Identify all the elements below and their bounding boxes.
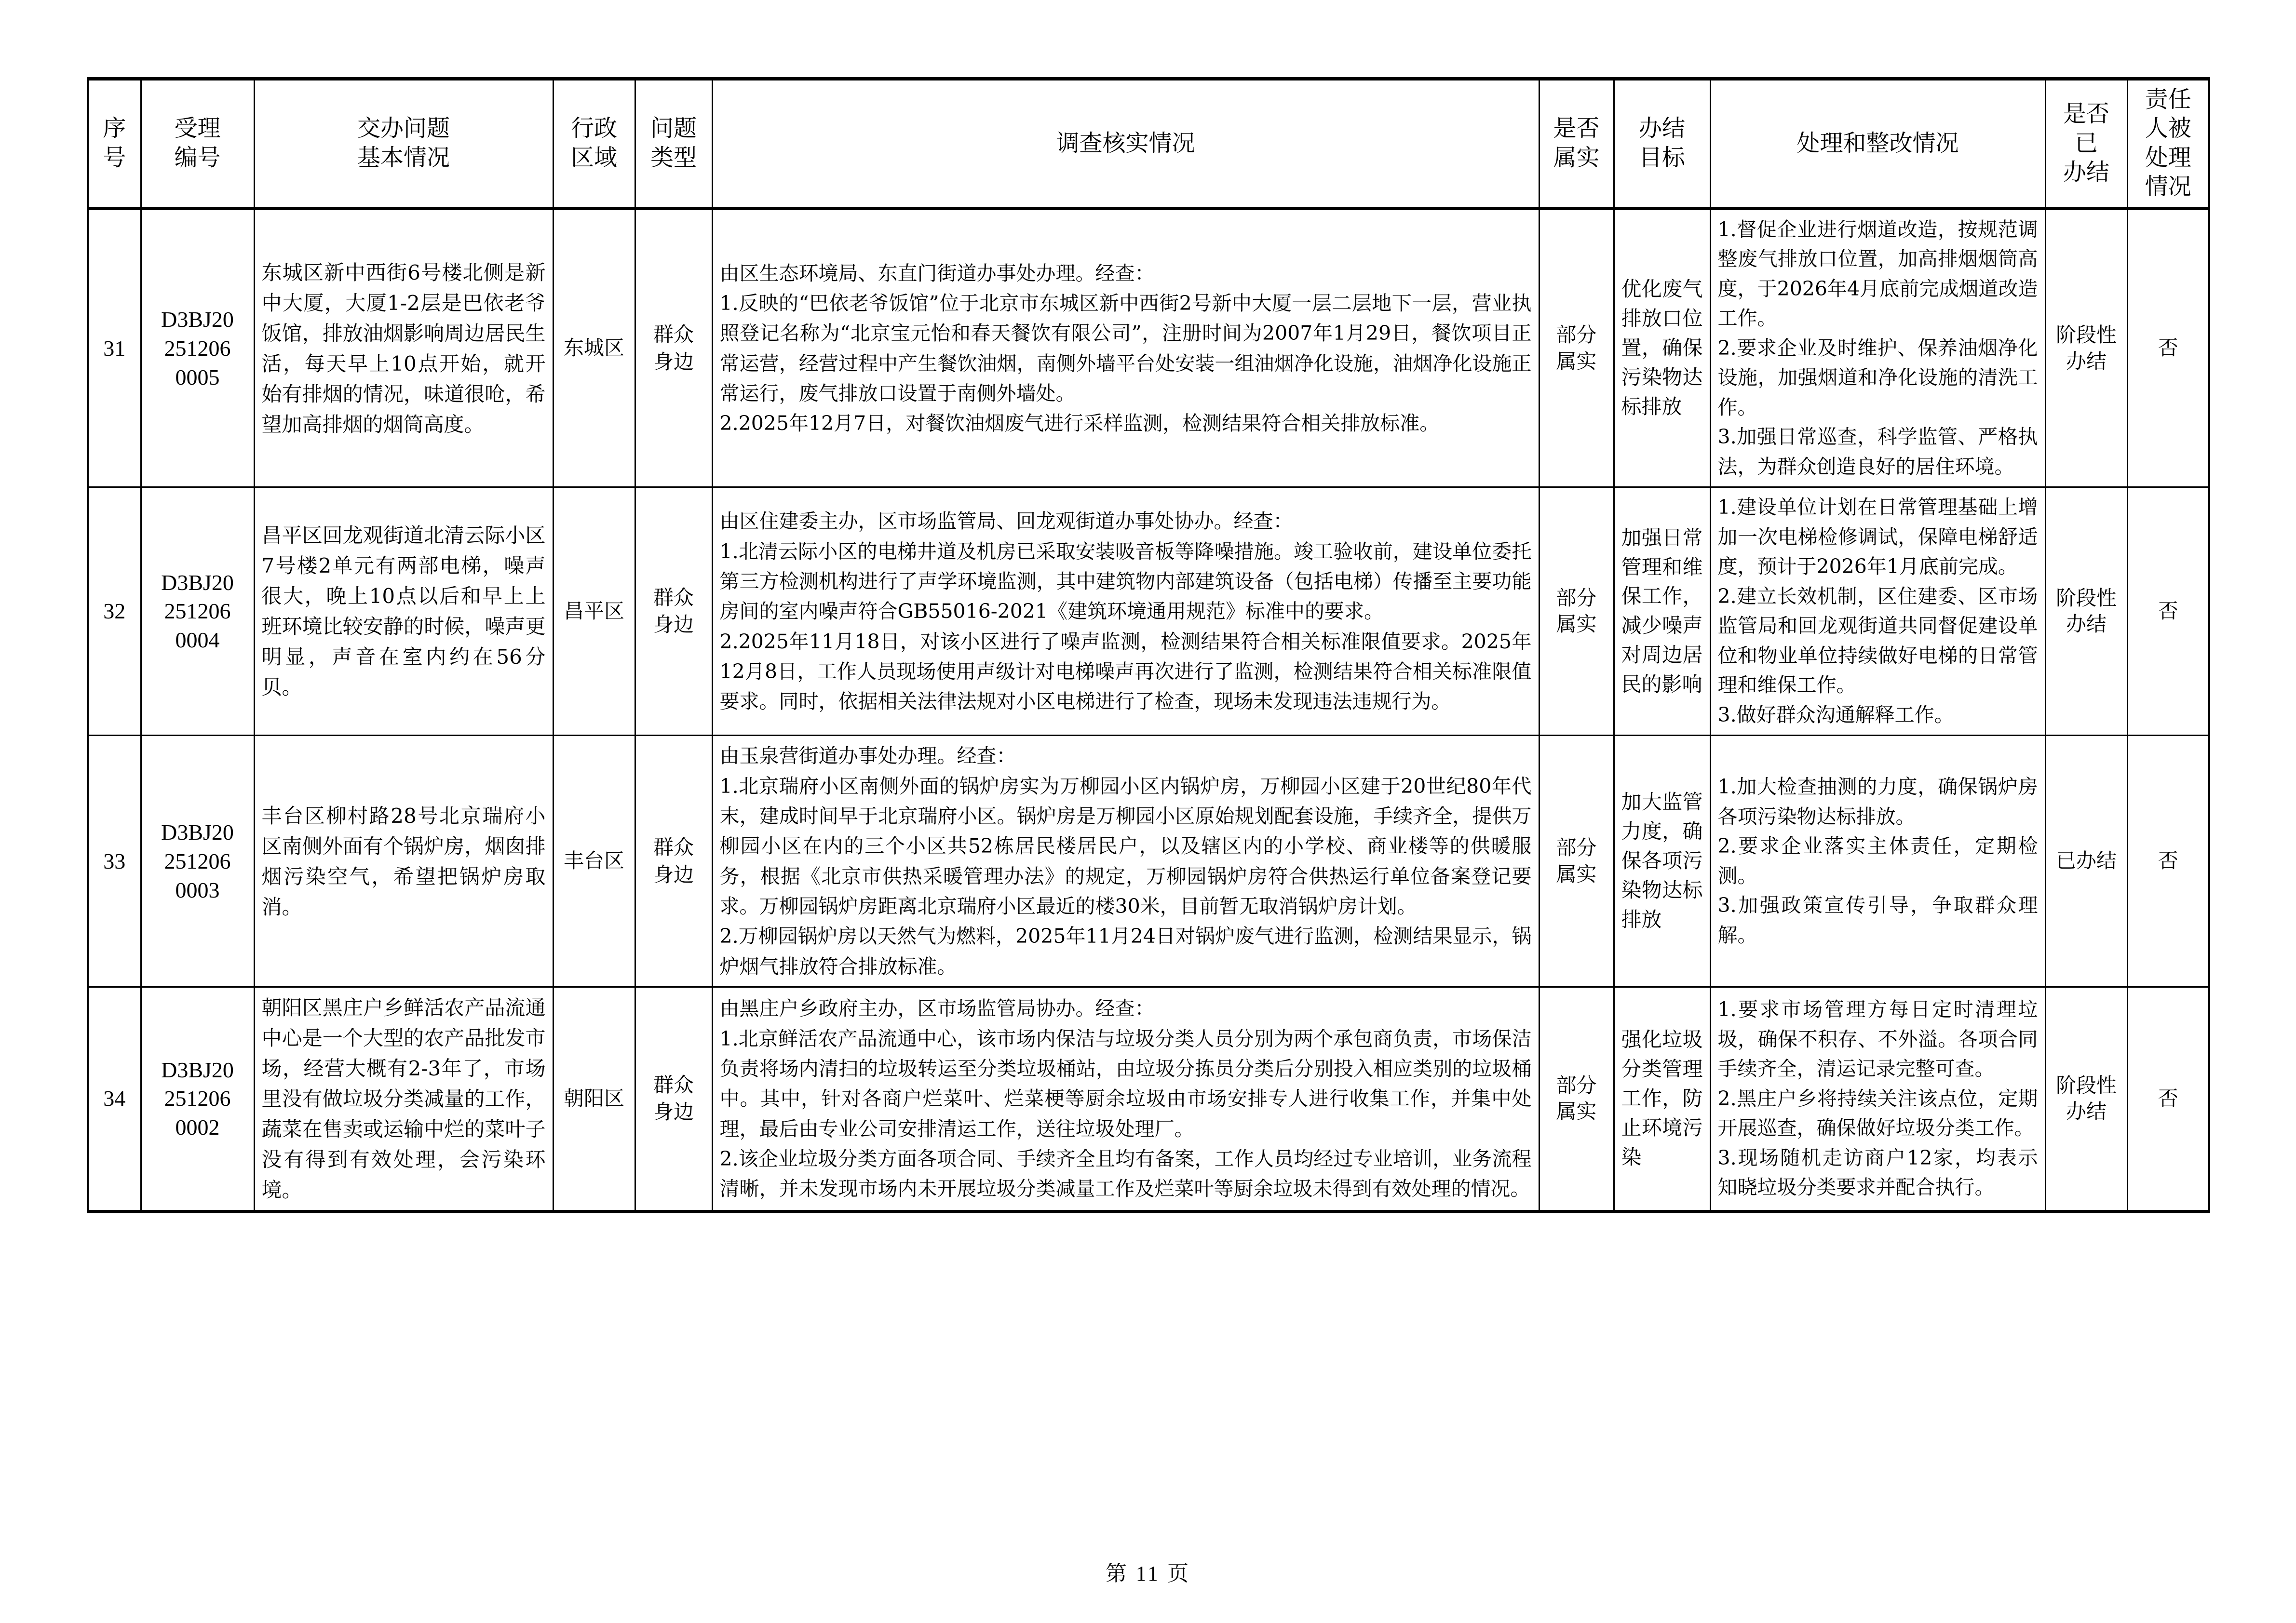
- text-line: 由玉泉营街道办事处办理。经查：: [719, 744, 1016, 768]
- report-table-container: [87, 77, 2208, 1213]
- text-line: 2.2025年11月18日，对该小区进行了噪声监测，检测结果符合相关标准限值要求。2025年12月8日，工作人员现场使用声级计对电梯噪声再次进行了监测，检测结果符合相关标准限值要求。同时，依据相关法律法规对小区电梯进行了检查，现场未发现违法违规行为。: [719, 630, 1532, 713]
- text-line: 否: [2158, 849, 2178, 873]
- text-line: D3BJ20: [161, 1057, 234, 1082]
- cell-responsible-person: [2127, 987, 2209, 1211]
- text-line: 身边: [653, 613, 694, 637]
- text-line: D3BJ20: [161, 570, 234, 595]
- column-header-responsible-person: 责任人被 处理情况: [2127, 79, 2209, 209]
- text-line: 由黑庄户乡政府主办，区市场监管局协办。经查：: [719, 997, 1155, 1020]
- text-line: 3.做好群众沟通解释工作。: [1717, 703, 1954, 726]
- text-line: 朝阳区黑庄户乡鲜活农产品流通中心是一个大型的农产品批发市场，经营大概有2-3年了，市场里没有做垃圾分类减量的工作，蔬菜在售卖或运输中烂的菜叶子没有得到有效处理，会污染环境。: [261, 995, 546, 1202]
- cell-accept-code: [141, 987, 254, 1211]
- text-line: 部分: [1556, 586, 1597, 610]
- text-line: 群众: [653, 585, 694, 609]
- text-line: 1.反映的“巴依老爷饭馆”位于北京市东城区新中西街2号新中大厦一层二层地下一层，营业执照登记名称为“北京宝元怡和春天餐饮有限公司”，注册时间为2007年1月29日，餐饮项目正常运营，经营过程中产生餐饮油烟，南侧外墙平台处安装一组油烟净化设施，油烟净化设施正常运行，废气排放口设置于南侧外墙处。: [719, 292, 1532, 405]
- text-line: D3BJ20: [161, 307, 234, 332]
- table-body: [88, 208, 2209, 1211]
- cell-completion-goal: [1614, 208, 1710, 487]
- cell-is-true: [1539, 208, 1614, 487]
- text-line: 否: [2158, 1086, 2178, 1111]
- cell-is-completed: [2045, 736, 2127, 987]
- cell-handling-rectification: [1710, 736, 2045, 987]
- text-line: 已办结: [2055, 849, 2117, 873]
- text-line: 东城区新中西街6号楼北侧是新中大厦，大厦1-2层是巴依老爷饭馆，排放油烟影响周边居民生活，每天早上10点开始，就开始有排烟的情况，味道很呛，希望加高排烟的烟筒高度。: [261, 260, 546, 436]
- text-line: 32: [103, 599, 126, 624]
- cell-investigation: [712, 736, 1539, 987]
- text-line: 属实: [1556, 862, 1597, 886]
- text-line: 1.要求市场管理方每日定时清理垃圾，确保不积存、不外溢。各项合同手续齐全，清运记录完整可查。: [1717, 998, 2038, 1081]
- cell-handling-rectification: [1710, 208, 2045, 487]
- cell-problem-type: [635, 736, 712, 987]
- cell-basic-situation: [254, 987, 553, 1211]
- text-line: 1.北京瑞府小区南侧外面的锅炉房实为万柳园小区内锅炉房，万柳园小区建于20世纪80年代末，建成时间早于北京瑞府小区。锅炉房是万柳园小区原始规划配套设施，手续齐全，提供万柳园小区在内的三个小区共52栋居民楼居民户，以及辖区内的小学校、商业楼等的供暖服务，根据《北京市供热采暖管理办法》的规定，万柳园锅炉房符合供热运行单位备案登记要求。万柳园锅炉房距离北京瑞府小区最近的楼30米，目前暂无取消锅炉房计划。: [719, 774, 1532, 918]
- text-line: 属实: [1556, 349, 1597, 373]
- cell-basic-situation: [254, 736, 553, 987]
- cell-accept-code: [141, 487, 254, 736]
- text-line: 阶段性: [2055, 323, 2117, 347]
- column-header-investigation: 调查核实情况: [712, 79, 1539, 209]
- text-line: 办结: [2066, 349, 2107, 373]
- text-line: 优化废气排放口位置，确保污染物达标排放: [1621, 277, 1703, 418]
- column-header-accept-code: 受理 编号: [141, 79, 254, 209]
- text-line: 2.该企业垃圾分类方面各项合同、手续齐全且均有备案，工作人员均经过专业培训，业务流程清晰，并未发现市场内未开展垃圾分类减量工作及烂菜叶等厨余垃圾未得到有效处理的情况。: [719, 1147, 1532, 1201]
- cell-is-true: [1539, 487, 1614, 736]
- cell-investigation: [712, 487, 1539, 736]
- column-header-seq: 序号: [88, 79, 141, 209]
- cell-sequence-number: [88, 736, 141, 987]
- table-row: [88, 487, 2209, 736]
- text-line: 属实: [1556, 1100, 1597, 1124]
- text-line: 由区生态环境局、东直门街道办事处办理。经查：: [719, 261, 1155, 285]
- cell-sequence-number: [88, 987, 141, 1211]
- cell-completion-goal: [1614, 987, 1710, 1211]
- text-line: 办结: [2066, 1100, 2107, 1124]
- text-line: 部分: [1556, 1073, 1597, 1097]
- text-line: D3BJ20: [161, 819, 234, 845]
- cell-region: [553, 487, 635, 736]
- column-header-problem-type: 问题 类型: [635, 79, 712, 209]
- cell-investigation: [712, 987, 1539, 1211]
- cell-handling-rectification: [1710, 987, 2045, 1211]
- cell-basic-situation: [254, 208, 553, 487]
- text-line: 丰台区: [563, 849, 624, 873]
- text-line: 34: [103, 1086, 126, 1111]
- text-line: 0002: [175, 1115, 220, 1140]
- text-line: 群众: [653, 322, 694, 346]
- text-line: 群众: [653, 1073, 694, 1097]
- text-line: 251206: [164, 599, 231, 624]
- text-line: 0004: [175, 628, 220, 653]
- text-line: 否: [2158, 336, 2178, 360]
- cell-is-completed: [2045, 208, 2127, 487]
- text-line: 1.督促企业进行烟道改造，按规范调整废气排放口位置，加高排烟烟筒高度，于2026年4月底前完成烟道改造工作。: [1717, 217, 2038, 330]
- text-line: 251206: [164, 335, 231, 361]
- cell-sequence-number: [88, 487, 141, 736]
- cell-responsible-person: [2127, 208, 2209, 487]
- table-row: [88, 208, 2209, 487]
- text-line: 1.加大检查抽测的力度，确保锅炉房各项污染物达标排放。: [1717, 775, 2038, 828]
- text-line: 0003: [175, 877, 220, 902]
- cell-investigation: [712, 208, 1539, 487]
- text-line: 身边: [653, 1100, 694, 1124]
- text-line: 加强日常管理和维保工作，减少噪声对周边居民的影响: [1621, 525, 1703, 697]
- text-line: 251206: [164, 1086, 231, 1111]
- text-line: 1.建设单位计划在日常管理基础上增加一次电梯检修调试，保障电梯舒适度，预计于2026年1月底前完成。: [1717, 496, 2038, 578]
- cell-handling-rectification: [1710, 487, 2045, 736]
- text-line: 3.加强日常巡查，科学监管、严格执法，为群众创造良好的居住环境。: [1717, 425, 2038, 478]
- cell-region: [553, 987, 635, 1211]
- text-line: 身边: [653, 862, 694, 886]
- column-header-basic-situation: 交办问题 基本情况: [254, 79, 553, 209]
- table-header-row: [88, 79, 2209, 209]
- text-line: 31: [103, 335, 126, 361]
- text-line: 部分: [1556, 323, 1597, 347]
- text-line: 3.现场随机走访商户12家，均表示知晓垃圾分类要求并配合执行。: [1717, 1146, 2038, 1199]
- text-line: 2.黑庄户乡将持续关注该点位，定期开展巡查，确保做好垃圾分类工作。: [1717, 1086, 2038, 1140]
- text-line: 属实: [1556, 612, 1597, 636]
- text-line: 2.要求企业及时维护、保养油烟净化设施，加强烟道和净化设施的清洗工作。: [1717, 336, 2038, 419]
- cell-completion-goal: [1614, 736, 1710, 987]
- text-line: 丰台区柳村路28号北京瑞府小区南侧外面有个锅炉房，烟囱排烟污染空气，希望把锅炉房取消。: [261, 804, 546, 919]
- cell-completion-goal: [1614, 487, 1710, 736]
- text-line: 3.加强政策宣传引导，争取群众理解。: [1717, 894, 2038, 947]
- cell-is-true: [1539, 736, 1614, 987]
- cell-responsible-person: [2127, 487, 2209, 736]
- text-line: 2.要求企业落实主体责任，定期检测。: [1717, 834, 2038, 887]
- text-line: 身边: [653, 349, 694, 374]
- column-header-is-true: 是否 属实: [1539, 79, 1614, 209]
- text-line: 251206: [164, 848, 231, 873]
- cell-is-completed: [2045, 487, 2127, 736]
- text-line: 0005: [175, 364, 220, 389]
- cell-accept-code: [141, 208, 254, 487]
- table-header: [88, 79, 2209, 209]
- cell-responsible-person: [2127, 736, 2209, 987]
- cell-accept-code: [141, 736, 254, 987]
- cell-sequence-number: [88, 208, 141, 487]
- table-row: [88, 736, 2209, 987]
- page-footer: 第 11 页: [1105, 1562, 1191, 1585]
- cell-problem-type: [635, 208, 712, 487]
- environmental-complaint-report-table: [87, 77, 2210, 1213]
- text-line: 东城区: [563, 336, 624, 360]
- text-line: 群众: [653, 835, 694, 859]
- text-line: 由区住建委主办，区市场监管局、回龙观街道办事处协办。经查：: [719, 510, 1293, 533]
- text-line: 朝阳区: [563, 1086, 624, 1111]
- column-header-region: 行政 区域: [553, 79, 635, 209]
- text-line: 1.北京鲜活农产品流通中心，该市场内保洁与垃圾分类人员分别为两个承包商负责，市场保洁负责将场内清扫的垃圾转运至分类垃圾桶站，由垃圾分拣员分类后分别投入相应类别的垃圾桶中。其中，针对各商户烂菜叶、烂菜梗等厨余垃圾由市场安排专人进行收集工作，并集中处理，最后由专业公司安排清运工作，送往垃圾处理厂。: [719, 1027, 1532, 1140]
- cell-problem-type: [635, 487, 712, 736]
- text-line: 2.建立长效机制，区住建委、区市场监管局和回龙观街道共同督促建设单位和物业单位持续做好电梯的日常管理和维保工作。: [1717, 584, 2038, 697]
- column-header-handling-rectification: 处理和整改情况: [1710, 79, 2045, 209]
- text-line: 阶段性: [2055, 586, 2117, 610]
- text-line: 加大监管力度，确保各项污染物达标排放: [1621, 790, 1703, 931]
- text-line: 办结: [2066, 612, 2107, 636]
- text-line: 部分: [1556, 836, 1597, 860]
- column-header-is-completed: 是否已 办结: [2045, 79, 2127, 209]
- text-line: 昌平区回龙观街道北清云际小区7号楼2单元有两部电梯，噪声很大，晚上10点以后和早上上班环境比较安静的时候，噪声更明显，声音在室内约在56分贝。: [261, 523, 546, 699]
- cell-is-true: [1539, 987, 1614, 1211]
- cell-region: [553, 736, 635, 987]
- text-line: 强化垃圾分类管理工作，防止环境污染: [1621, 1028, 1703, 1169]
- column-header-completion-goal: 办结 目标: [1614, 79, 1710, 209]
- cell-is-completed: [2045, 987, 2127, 1211]
- text-line: 2.万柳园锅炉房以天然气为燃料，2025年11月24日对锅炉废气进行监测，检测结果显示，锅炉烟气排放符合排放标准。: [719, 925, 1532, 978]
- cell-region: [553, 208, 635, 487]
- text-line: 阶段性: [2055, 1073, 2117, 1097]
- table-row: [88, 987, 2209, 1211]
- text-line: 33: [103, 848, 126, 873]
- text-line: 1.北清云际小区的电梯井道及机房已采取安装吸音板等降噪措施。竣工验收前，建设单位委托第三方检测机构进行了声学环境监测，其中建筑物内部建筑设备（包括电梯）传播至主要功能房间的室内噪声符合GB55016-2021《建筑环境通用规范》标准中的要求。: [719, 539, 1532, 623]
- cell-basic-situation: [254, 487, 553, 736]
- cell-problem-type: [635, 987, 712, 1211]
- text-line: 昌平区: [563, 599, 624, 623]
- text-line: 否: [2158, 599, 2178, 623]
- text-line: 2.2025年12月7日，对餐饮油烟废气进行采样监测，检测结果符合相关排放标准。: [719, 412, 1440, 435]
